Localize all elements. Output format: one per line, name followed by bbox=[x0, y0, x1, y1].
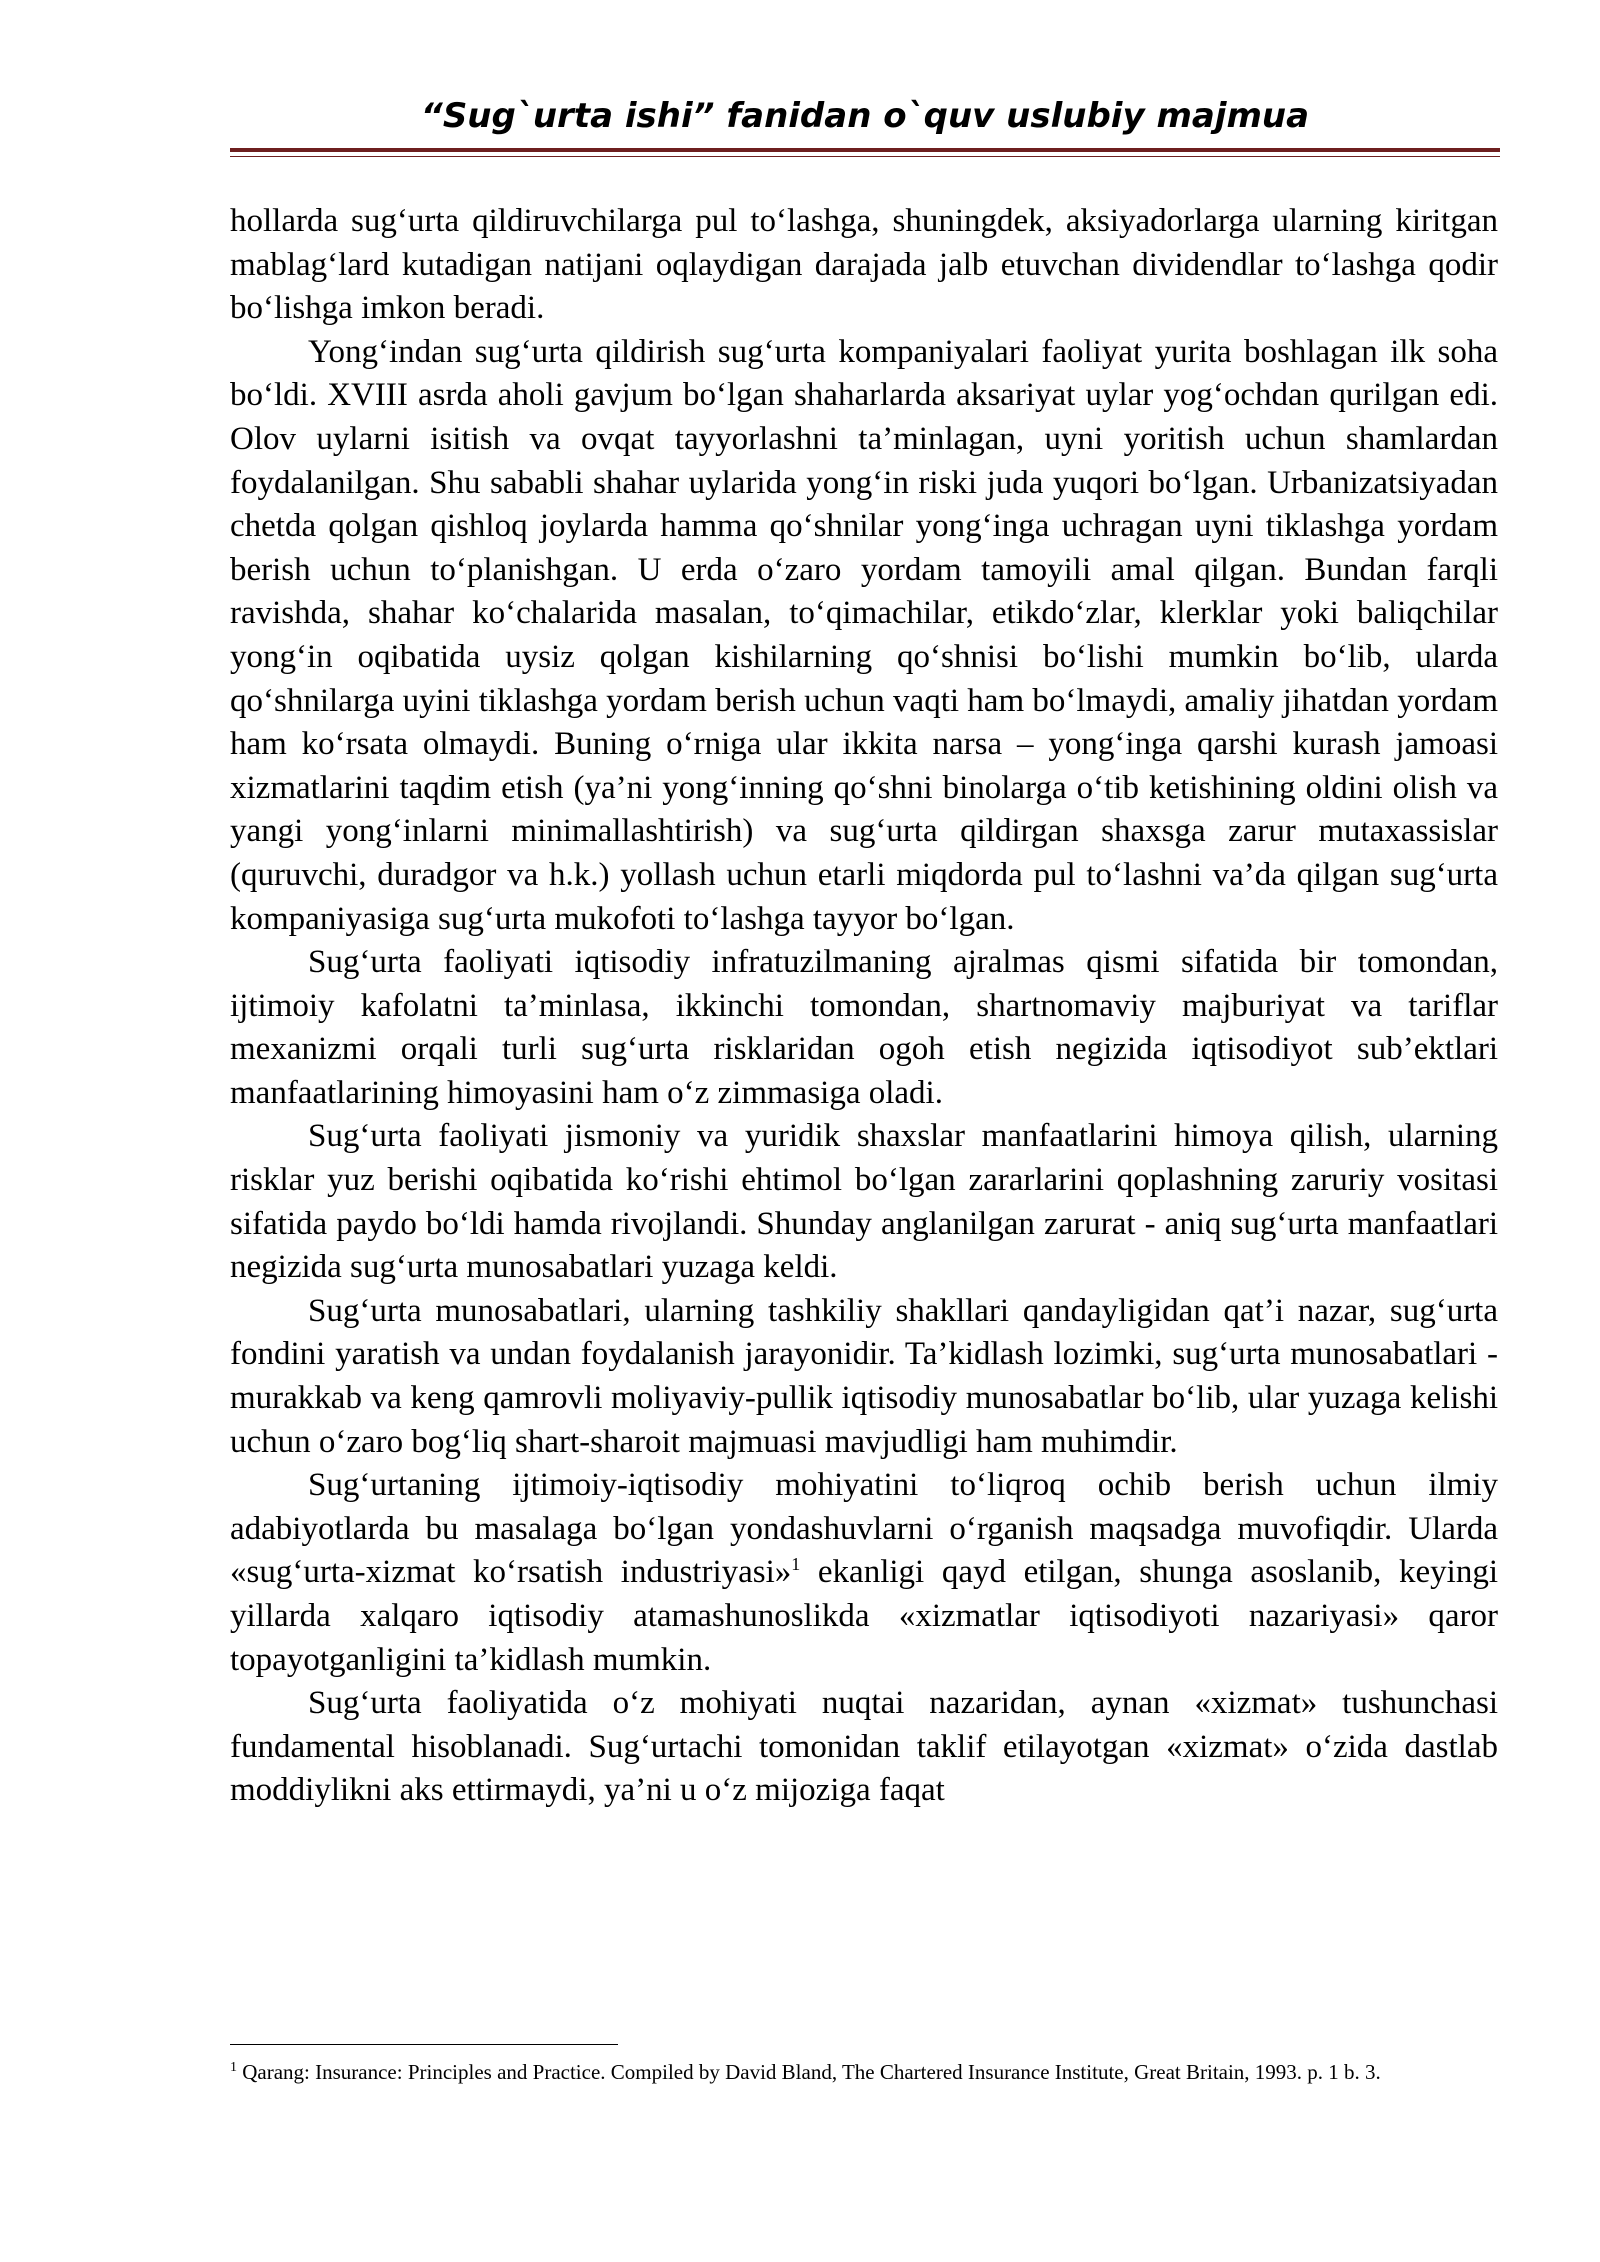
footnote-separator bbox=[230, 2044, 618, 2045]
paragraph-7: Sug‘urta faoliyatida o‘z mohiyati nuqtai nazaridan, aynan «xizmat» tushunchasi fundamental hisoblanadi. Sug‘urtachi tomonidan taklif etilayotgan «xizmat» o‘zida dastlab moddiylikni aks ettirmaydi, ya’ni u o‘z mijoziga faqat bbox=[230, 1685, 1498, 1809]
paragraph-1: hollarda sug‘urta qildiruvchilarga pul to‘lashga, shuningdek, aksiyadorlarga ularning kiritgan mablag‘lard kutadigan natijani oqlaydigan darajada jalb etuvchan dividendlar to‘lashga qodir bo‘lishga imkon beradi. bbox=[230, 203, 1498, 327]
body-text bbox=[230, 200, 1498, 1813]
paragraph-5: Sug‘urta munosabatlari, ularning tashkiliy shakllari qandayligidan qat’i nazar, sug‘urta fondini yaratish va undan foydalanish jarayonidir. Ta’kidlash lozimki, sug‘urta munosabatlari - murakkab va keng qamrovli moliyaviy-pullik iqtisodiy munosabatlar bo‘lib, ular yuzaga kelishi uchun o‘zaro bog‘liq shart-sharoit majmuasi mavjudligi ham muhimdir. bbox=[230, 1292, 1498, 1460]
header-rule-thin bbox=[230, 156, 1500, 157]
footnote-marker: 1 bbox=[230, 2060, 237, 2075]
paragraph-3: Sug‘urta faoliyati iqtisodiy infratuzilmaning ajralmas qismi sifatida bir tomondan, ijtimoiy kafolatni ta’minlasa, ikkinchi tomondan, shartnomaviy majburiyat va tariflar mexanizmi orqali turli sug‘urta risklaridan ogoh etish negizida iqtisodiyot sub’ektlari manfaatlarining himoyasini ham o‘z zimmasiga oladi. bbox=[230, 944, 1498, 1111]
paragraph-6 bbox=[230, 1464, 1498, 1682]
paragraph-6-text-b: ekanligi qayd etilgan, shunga asoslanib, keyingi yillarda xalqaro iqtisodiy atamashunoslikda «xizmatlar iqtisodiyoti nazariyasi» qaror topayotganligini ta’kidlash mumkin. bbox=[230, 1554, 1498, 1678]
footnote-text: Qarang: Insurance: Principles and Practice. Compiled by David Bland, The Chartered Insurance Institute, Great Britain, 1993. p. 1 b. 3. bbox=[237, 2060, 1381, 2084]
footnote bbox=[230, 2056, 1498, 2088]
paragraph-4: Sug‘urta faoliyati jismoniy va yuridik shaxslar manfaatlarini himoya qilish, ularning risklar yuz berishi oqibatida ko‘rishi ehtimol bo‘lgan zararlarini qoplashning zaruriy vositasi sifatida paydo bo‘ldi hamda rivojlandi. Shunday anglanilgan zarurat - aniq sug‘urta manfaatlari negizida sug‘urta munosabatlari yuzaga keldi. bbox=[230, 1118, 1498, 1286]
footnote-reference[interactable]: 1 bbox=[791, 1554, 801, 1575]
header-rule-thick bbox=[230, 148, 1500, 152]
paragraph-2: Yong‘indan sug‘urta qildirish sug‘urta kompaniyalari faoliyat yurita boshlagan ilk soha bo‘ldi. XVIII asrda aholi gavjum bo‘lgan shaharlarda aksariyat uylar yog‘ochdan qurilgan edi. Olov uylarni isitish va ovqat tayyorlashni ta’minlagan, uyni yoritish uchun shamlardan foydalanilgan. Shu sababli shahar uylarida yong‘in riski juda yuqori bo‘lgan. Urbanizatsiyadan chetda qolgan qishloq joylarda hamma qo‘shnilar yong‘inga uchragan uyni tiklashga yordam berish uchun to‘planishgan. U erda o‘zaro yordam tamoyili amal qilgan. Bundan farqli ravishda, shahar ko‘chalarida masalan, to‘qimachilar, etikdo‘zlar, klerklar yoki baliqchilar yong‘in oqibatida uysiz qolgan kishilarning qo‘shnisi bo‘lishi mumkin bo‘lib, ularda qo‘shnilarga uyini tiklashga yordam berish uchun vaqti ham bo‘lmaydi, amaliy jihatdan yordam ham ko‘rsata olmaydi. Buning o‘rniga ular ikkita narsa – yong‘inga qarshi kurash jamoasi xizmatlarini taqdim etish (ya’ni yong‘inning qo‘shni binolarga o‘tib ketishining oldini olish va yangi yong‘inlarni minimallashtirish) va sug‘urta qildirgan shaxsga zarur mutaxassislar (quruvchi, duradgor va h.k.) yollash uchun etarli miqdorda pul to‘lashni va’da qilgan sug‘urta kompaniyasiga sug‘urta mukofoti to‘lashga tayyor bo‘lgan. bbox=[230, 333, 1498, 937]
paragraph-6-text-a: Sug‘urtaning ijtimoiy-iqtisodiy mohiyatini to‘liqroq ochib berish uchun ilmiy adabiyotlarda bu masalaga bo‘lgan yondashuvlarni o‘rganish maqsadga muvofiqdir. Ularda «sug‘urta-xizmat ko‘rsatish industriyasi» bbox=[230, 1467, 1498, 1591]
page-header-title: “Sug`urta ishi” fanidan o`quv uslubiy majmua bbox=[420, 96, 1310, 136]
